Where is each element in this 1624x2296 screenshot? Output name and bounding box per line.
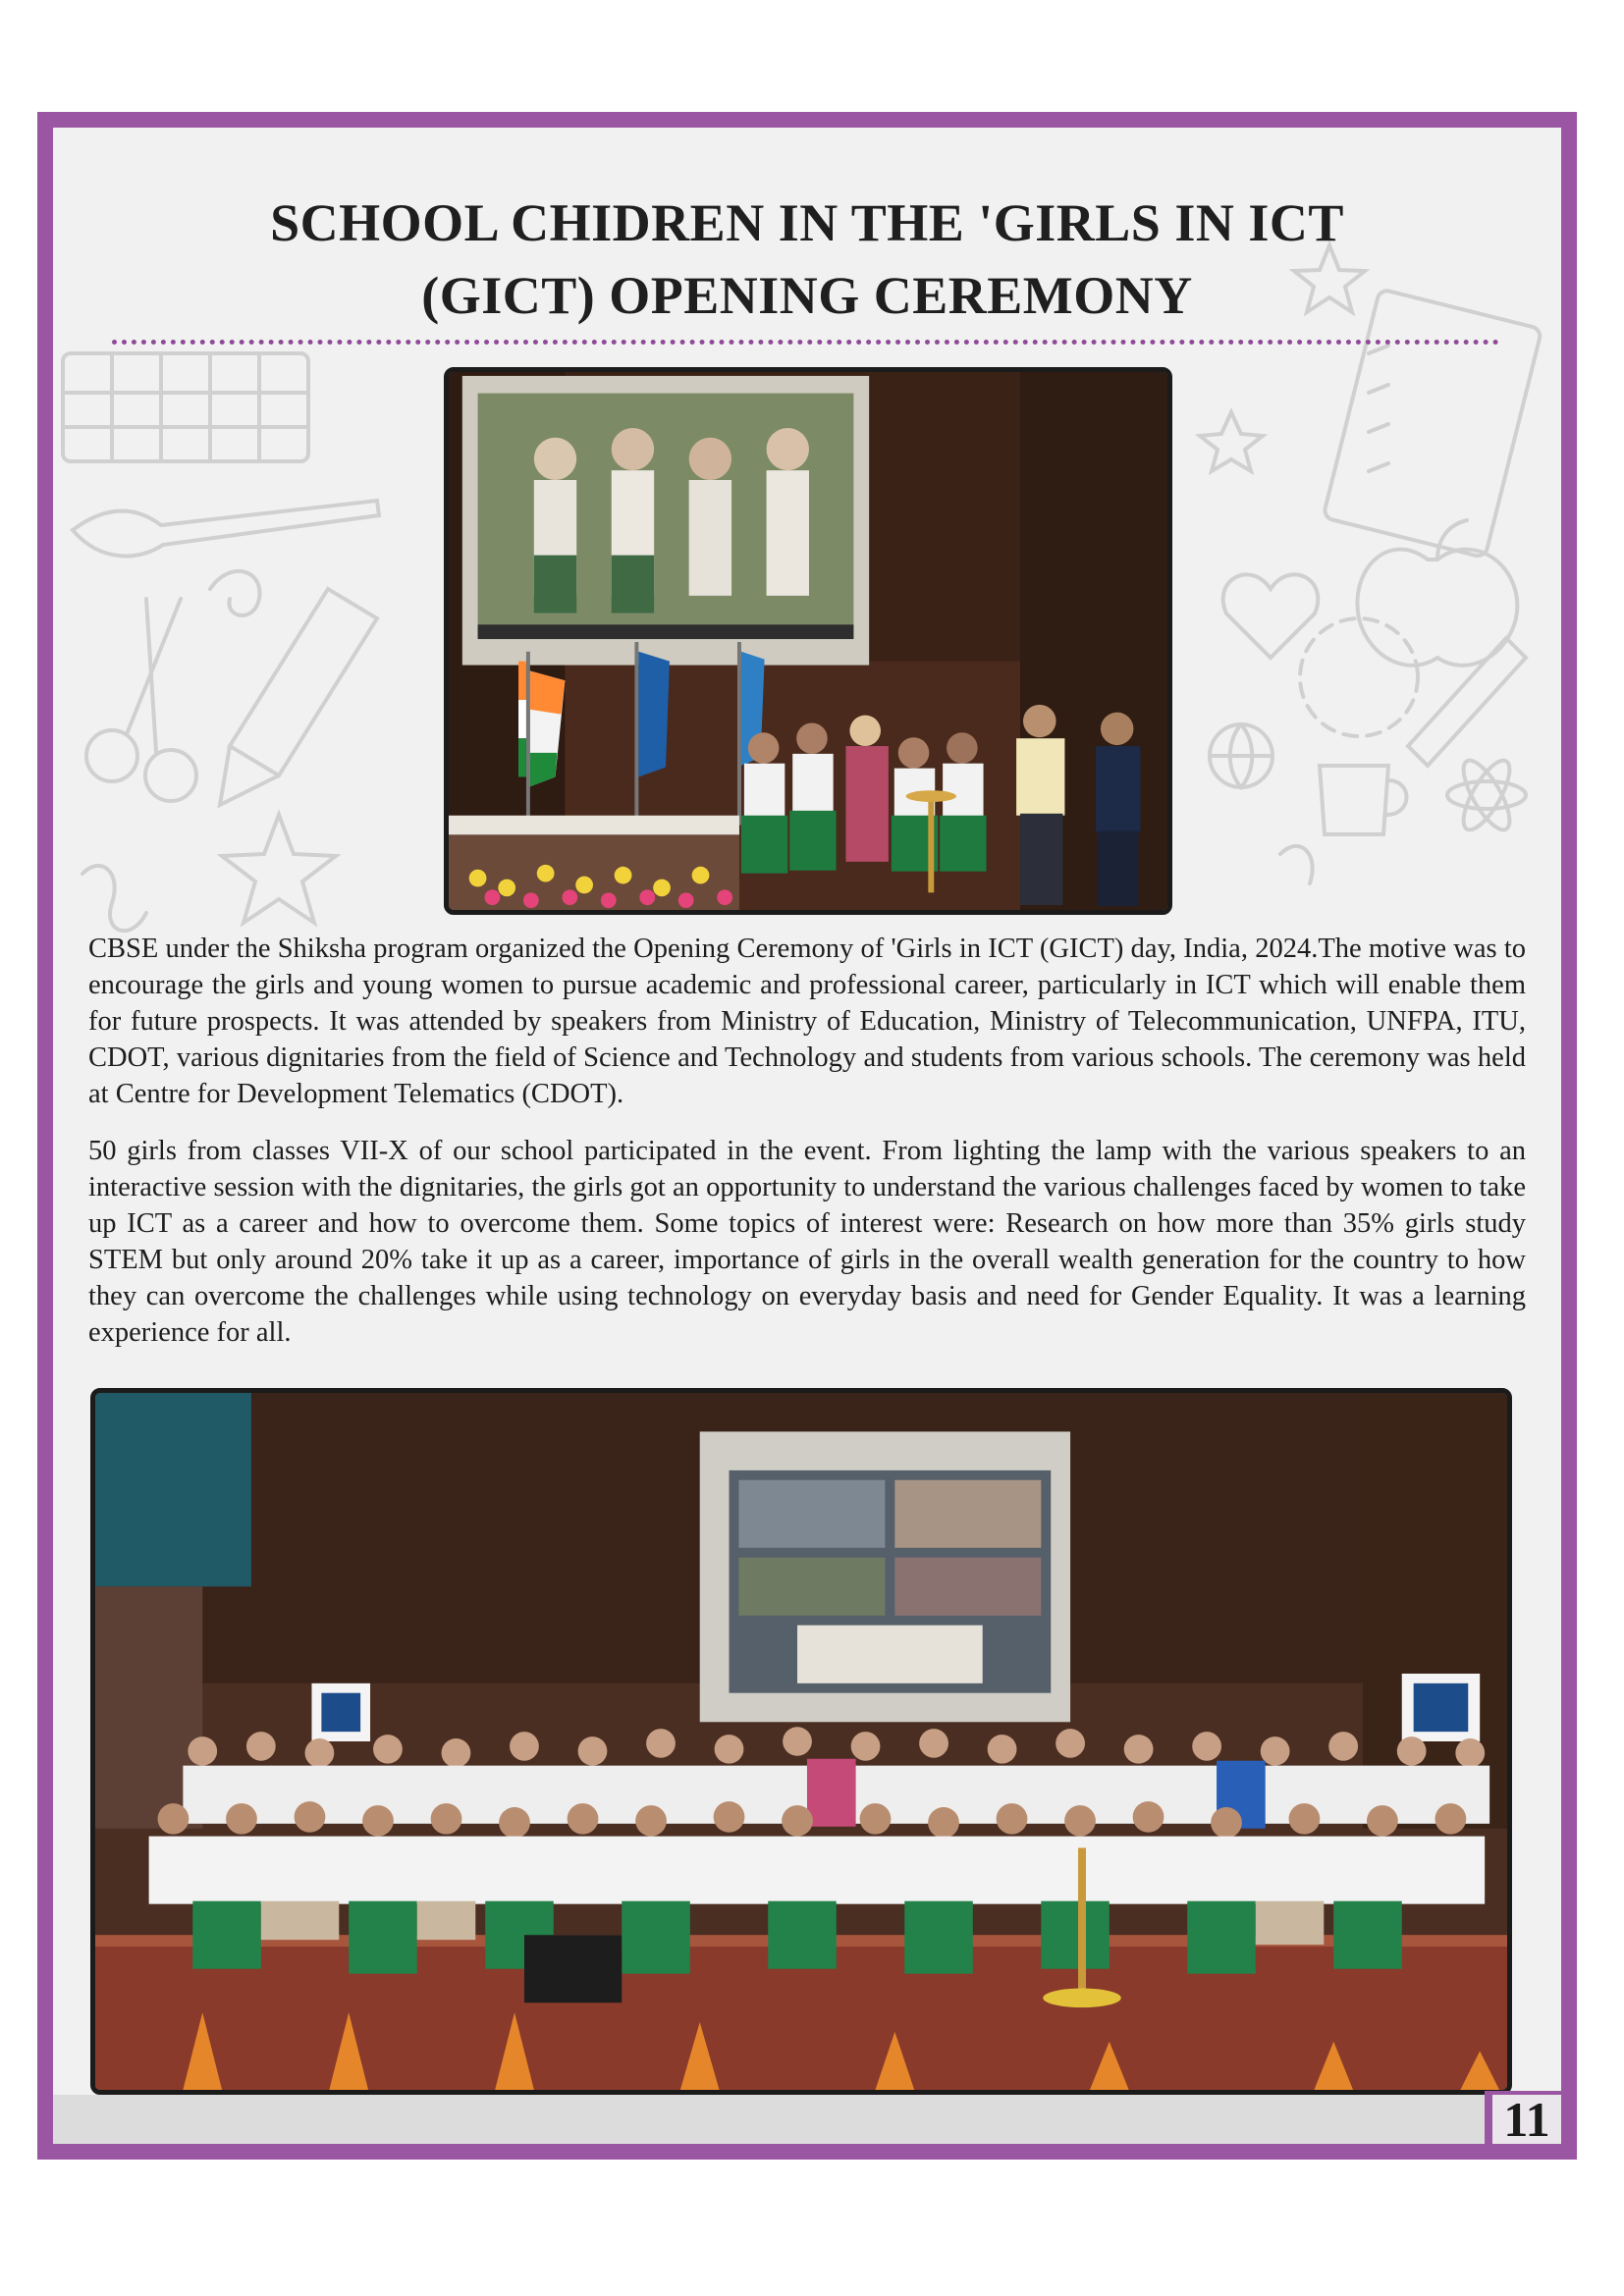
title-line-2: (GICT) OPENING CEREMONY xyxy=(421,266,1193,325)
page-number-box xyxy=(1485,2091,1561,2147)
group-photo xyxy=(90,1388,1512,2095)
dotted-divider xyxy=(112,340,1499,345)
paragraph-2: 50 girls from classes VII-X of our school participated in the event. From lighting the lamp with the various speakers to an interactive session with the dignitaries, the girls got an opportunity to understand the various challenges faced by women to take up ICT as a career and how to overcome them. Some topics of interest were: Research on how more than 35% girls study STEM but only around 20% take it up as a career, importance of girls in the overall wealth generation for the country to how they can overcome the challenges while using technology on everyday basis and need for Gender Equality. It was a learning experience for all. xyxy=(88,1136,1526,1348)
page-title xyxy=(53,187,1561,332)
lamp-lighting-photo xyxy=(444,367,1172,915)
title-line-1: SCHOOL CHIDREN IN THE 'GIRLS IN ICT xyxy=(270,193,1344,252)
paragraph-1: CBSE under the Shiksha program organized the Opening Ceremony of 'Girls in ICT (GICT) day, India, 2024.The motive was to encourage the girls and young women to pursue academic and professional career, particularly in ICT which will enable them for future prospects. It was attended by speakers from Ministry of Education, Ministry of Telecommunication, UNFPA, ITU, CDOT, various dignitaries from the field of Science and Technology and students from various schools. The ceremony was held at Centre for Development Telematics (CDOT). xyxy=(88,934,1526,1109)
page-number: 11 xyxy=(1492,2095,1561,2144)
page-frame xyxy=(37,112,1577,2160)
footer-bar xyxy=(53,2095,1561,2144)
